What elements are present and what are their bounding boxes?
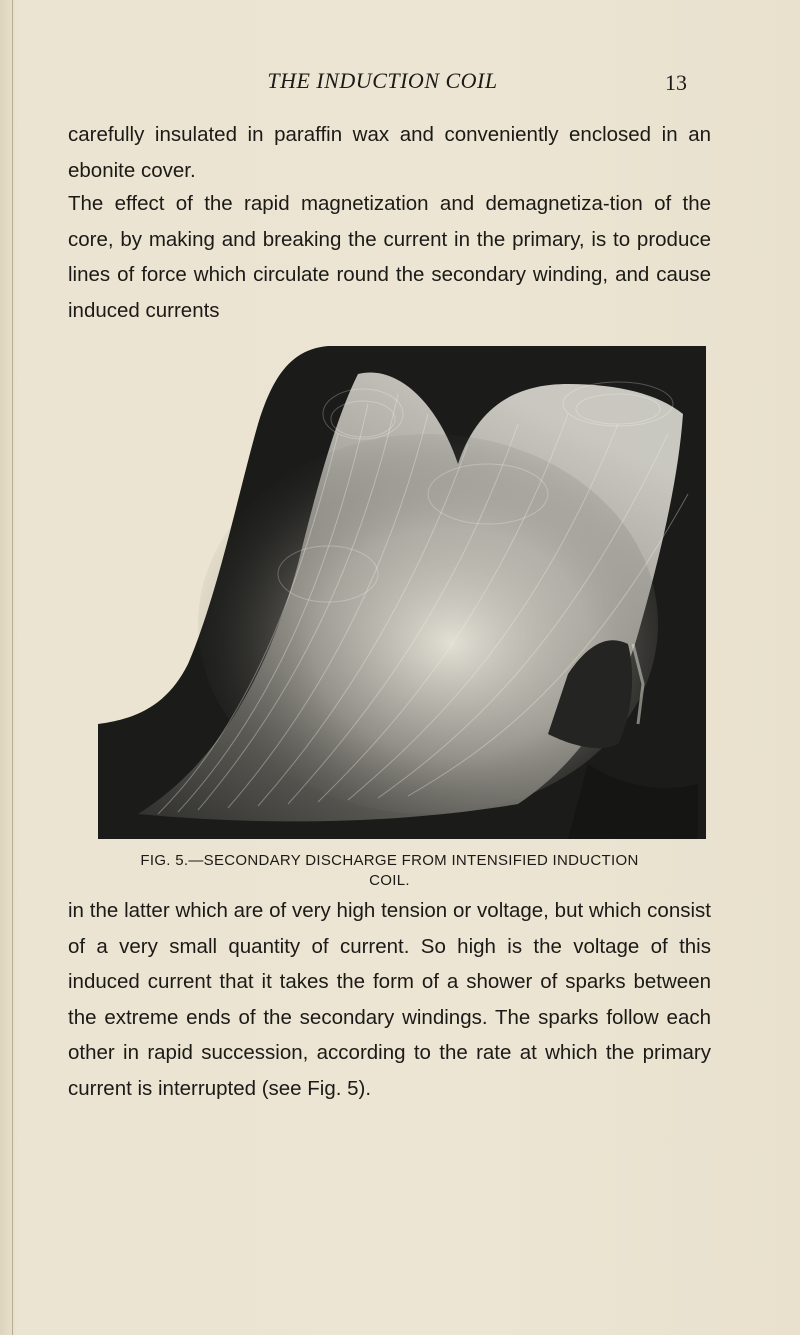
figure-caption bbox=[68, 851, 711, 891]
figure-photo-spark-discharge bbox=[98, 344, 706, 839]
spark-discharge-image bbox=[98, 344, 706, 839]
paragraph-2: The effect of the rapid magnetization and demagnetiza-tion of the core, by making and breaking the current in the primary, is to produce lines of force which circulate round the secondary winding, and cause induced currents bbox=[68, 192, 711, 322]
paragraph-3: in the latter which are of very high tension or voltage, but which consist of a very small quantity of current. So high is the voltage of this induced current that it takes the form of a shower of sparks between the extreme ends of the secondary windings. The sparks follow each other in rapid succession, according to the rate at which the primary current is interrupted (see Fig. 5). bbox=[68, 899, 711, 1100]
paragraph-1: carefully insulated in paraffin wax and conveniently enclosed in an ebonite cover. bbox=[68, 123, 711, 182]
caption-line-1: FIG. 5.—SECONDARY DISCHARGE FROM INTENSIFIED INDUCTION bbox=[140, 852, 639, 869]
running-header bbox=[0, 68, 800, 98]
caption-line-2: COIL. bbox=[369, 872, 410, 889]
page-number: 13 bbox=[665, 70, 687, 95]
running-title: THE INDUCTION COIL bbox=[267, 68, 498, 93]
page-edge bbox=[12, 0, 13, 1335]
